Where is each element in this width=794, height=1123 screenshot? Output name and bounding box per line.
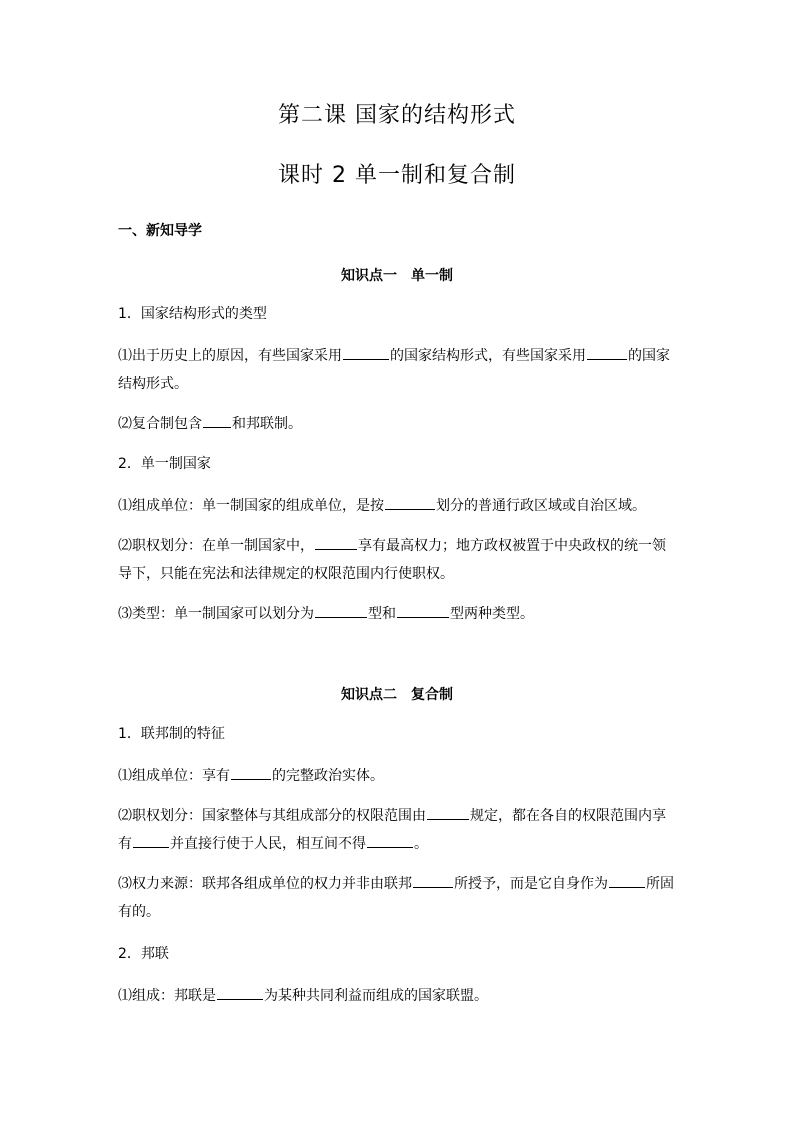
kp2-label: 知识点二 <box>341 687 397 703</box>
text: 和邦联制。 <box>232 416 302 432</box>
answer-blank[interactable] <box>587 345 627 360</box>
kp1-item2-p1 <box>118 492 678 520</box>
kp1-item1-heading: 1．国家结构形式的类型 <box>118 306 267 322</box>
text: 型两种类型。 <box>450 606 534 622</box>
section-heading: 一、新知导学 <box>118 223 202 239</box>
text: ⑶权力来源：联邦各组成单位的权力并非由联邦 <box>118 876 412 892</box>
text: 享有最高权力；地方政权被置于中央政权的统一领 <box>358 538 666 554</box>
kp1-label: 知识点一 <box>341 268 397 284</box>
kp1-item2-p2 <box>118 532 678 588</box>
answer-blank[interactable] <box>203 413 231 428</box>
kp2-name: 复合制 <box>411 687 453 703</box>
kp2-item1-heading: 1．联邦制的特征 <box>118 726 225 742</box>
answer-blank[interactable] <box>315 535 357 550</box>
kp1-item1-p2 <box>118 410 678 438</box>
text: ⑴出于历史上的原因，有些国家采用 <box>118 348 342 364</box>
text: 有 <box>118 836 132 852</box>
answer-blank[interactable] <box>609 873 645 888</box>
text: ⑵复合制包含 <box>118 416 202 432</box>
answer-blank[interactable] <box>367 833 413 848</box>
answer-blank[interactable] <box>231 765 271 780</box>
answer-blank[interactable] <box>397 603 449 618</box>
text: 所固 <box>646 876 674 892</box>
kp2-item1-p1 <box>118 762 678 790</box>
kp2-item1-p3 <box>118 870 678 926</box>
answer-blank[interactable] <box>385 495 435 510</box>
kp1-item2-p3 <box>118 600 678 628</box>
lesson-title: 第二课 国家的结构形式 <box>278 103 516 128</box>
text: 规定，都在各自的权限范围内享 <box>470 808 666 824</box>
knowledge-point-2-heading <box>0 684 794 704</box>
text: 的完整政治实体。 <box>272 768 384 784</box>
text: 结构形式。 <box>118 376 188 392</box>
text: ⑴组成单位：单一制国家的组成单位，是按 <box>118 498 384 514</box>
text: 有的。 <box>118 904 160 920</box>
kp2-item1-p2 <box>118 802 678 858</box>
answer-blank[interactable] <box>427 805 469 820</box>
text: 导下，只能在宪法和法律规定的权限范围内行使职权。 <box>118 566 454 582</box>
text: ⑴组成单位：享有 <box>118 768 230 784</box>
lesson-subtitle: 课时 2 单一制和复合制 <box>278 163 516 188</box>
kp1-name: 单一制 <box>411 268 453 284</box>
kp1-item2-heading: 2．单一制国家 <box>118 456 211 472</box>
text: ⑶类型：单一制国家可以划分为 <box>118 606 314 622</box>
answer-blank[interactable] <box>343 345 389 360</box>
kp2-item2-heading: 2．邦联 <box>118 946 169 962</box>
answer-blank[interactable] <box>315 603 367 618</box>
knowledge-point-1-heading <box>0 265 794 285</box>
text: 并直接行使于人民，相互间不得 <box>170 836 366 852</box>
text: ⑴组成：邦联是 <box>118 988 216 1004</box>
text: 的国家结构形式，有些国家采用 <box>390 348 586 364</box>
answer-blank[interactable] <box>217 985 263 1000</box>
text: ⑵职权划分：国家整体与其组成部分的权限范围由 <box>118 808 426 824</box>
answer-blank[interactable] <box>413 873 453 888</box>
answer-blank[interactable] <box>133 833 169 848</box>
text: 的国家 <box>628 348 670 364</box>
text: 所授予，而是它自身作为 <box>454 876 608 892</box>
text: 划分的普通行政区域或自治区域。 <box>436 498 646 514</box>
kp1-item1-p1 <box>118 342 678 398</box>
text: 为某种共同利益而组成的国家联盟。 <box>264 988 488 1004</box>
text: 型和 <box>368 606 396 622</box>
kp2-item2-p1 <box>118 982 678 1010</box>
text: ⑵职权划分：在单一制国家中， <box>118 538 314 554</box>
text: 。 <box>414 836 428 852</box>
